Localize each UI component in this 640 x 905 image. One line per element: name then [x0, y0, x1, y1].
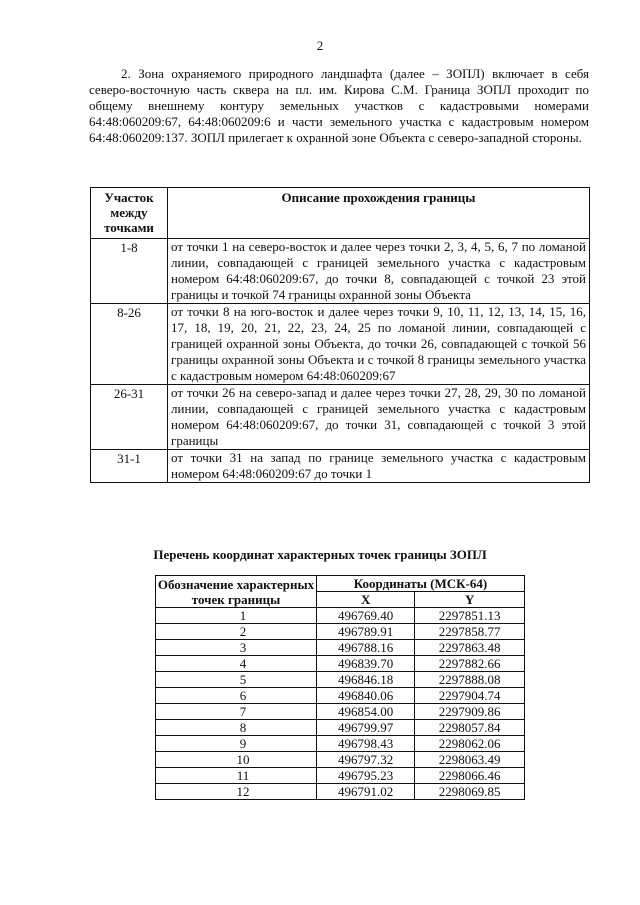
boundary-table-header-row: [91, 188, 590, 239]
description-cell: от точки 1 на северо-восток и далее через точки 2, 3, 4, 5, 6, 7 по ломаной линии, совпадающей с границей земельного участка с кадастровым номером 64:48:060209:67, до точки 8, совпадающей с точкой 23 этой границы и точкой 74 границы охранной зоны Объекта: [168, 239, 590, 304]
boundary-table: [90, 187, 590, 483]
point-cell: 4: [156, 656, 317, 672]
coords-table-row: [156, 624, 525, 640]
y-cell: 2297858.77: [415, 624, 525, 640]
coords-table-row: [156, 688, 525, 704]
description-column-header: Описание прохождения границы: [168, 188, 590, 239]
coords-table-body: [156, 608, 525, 800]
boundary-table-row: [91, 239, 590, 304]
x-cell: 496846.18: [317, 672, 415, 688]
x-cell: 496788.16: [317, 640, 415, 656]
y-cell: 2298062.06: [415, 736, 525, 752]
coords-table-row: [156, 672, 525, 688]
coords-table: [155, 575, 525, 800]
x-cell: 496840.06: [317, 688, 415, 704]
x-cell: 496839.70: [317, 656, 415, 672]
x-cell: 496795.23: [317, 768, 415, 784]
y-cell: 2297909.86: [415, 704, 525, 720]
x-cell: 496769.40: [317, 608, 415, 624]
intro-paragraph: 2. Зона охраняемого природного ландшафта (далее – ЗОПЛ) включает в себя северо-восточную часть сквера на пл. им. Кирова С.М. Граница ЗОПЛ проходит по общему внешнему контуру земельных участков с кадастровыми номерами 64:48:060209:67, 64:48:060209:6 и части земельного участка с кадастровым номером 64:48:060209:137. ЗОПЛ прилегает к охранной зоне Объекта с северо-западной стороны.: [89, 66, 589, 145]
y-cell: 2298066.46: [415, 768, 525, 784]
x-column-header: X: [317, 592, 415, 608]
point-cell: 1: [156, 608, 317, 624]
boundary-table-row: [91, 304, 590, 385]
page-number: 2: [316, 38, 324, 53]
coords-table-row: [156, 768, 525, 784]
point-cell: 6: [156, 688, 317, 704]
y-cell: 2298063.49: [415, 752, 525, 768]
boundary-table-body: [91, 239, 590, 483]
point-cell: 12: [156, 784, 317, 800]
coords-table-row: [156, 752, 525, 768]
y-cell: 2297904.74: [415, 688, 525, 704]
boundary-table-row: [91, 385, 590, 450]
y-cell: 2298069.85: [415, 784, 525, 800]
coords-table-row: [156, 704, 525, 720]
point-cell: 2: [156, 624, 317, 640]
segment-cell: 31-1: [91, 450, 168, 483]
coords-table-row: [156, 640, 525, 656]
x-cell: 496789.91: [317, 624, 415, 640]
description-cell: от точки 31 на запад по границе земельного участка с кадастровым номером 64:48:060209:67 до точки 1: [168, 450, 590, 483]
coords-table-row: [156, 784, 525, 800]
y-cell: 2297882.66: [415, 656, 525, 672]
coords-column-header: Координаты (МСК-64): [317, 576, 525, 592]
segment-cell: 8-26: [91, 304, 168, 385]
description-cell: от точки 8 на юго-восток и далее через точки 9, 10, 11, 12, 13, 14, 15, 16, 17, 18, 19, 20, 21, 22, 23, 24, 25 по ломаной линии, совпадающей с границей охранной зоны Объекта, до точки 26, совпадающей с точкой 56 границы охранной зоны Объекта и с точкой 8 границы земельного участка с кадастровым номером 64:48:060209:67: [168, 304, 590, 385]
y-cell: 2298057.84: [415, 720, 525, 736]
coords-table-row: [156, 736, 525, 752]
boundary-table-row: [91, 450, 590, 483]
description-cell: от точки 26 на северо-запад и далее через точки 27, 28, 29, 30 по ломаной линии, совпадающей с границей земельного участка с кадастровым номером 64:48:060209:67, до точки 31, совпадающей с точкой 3 этой границы: [168, 385, 590, 450]
point-cell: 7: [156, 704, 317, 720]
y-cell: 2297863.48: [415, 640, 525, 656]
x-cell: 496791.02: [317, 784, 415, 800]
x-cell: 496798.43: [317, 736, 415, 752]
point-cell: 5: [156, 672, 317, 688]
point-cell: 8: [156, 720, 317, 736]
coords-table-row: [156, 608, 525, 624]
point-column-header: Обозначение характерных точек границы: [156, 576, 317, 608]
x-cell: 496854.00: [317, 704, 415, 720]
segment-cell: 26-31: [91, 385, 168, 450]
y-cell: 2297851.13: [415, 608, 525, 624]
point-cell: 11: [156, 768, 317, 784]
coords-table-row: [156, 656, 525, 672]
point-cell: 3: [156, 640, 317, 656]
point-cell: 9: [156, 736, 317, 752]
coords-table-title: Перечень координат характерных точек границы ЗОПЛ: [153, 547, 487, 562]
coords-header-row: [156, 576, 525, 592]
x-cell: 496799.97: [317, 720, 415, 736]
segment-cell: 1-8: [91, 239, 168, 304]
coords-table-row: [156, 720, 525, 736]
y-column-header: Y: [415, 592, 525, 608]
y-cell: 2297888.08: [415, 672, 525, 688]
x-cell: 496797.32: [317, 752, 415, 768]
segment-column-header: Участок между точками: [91, 188, 168, 239]
point-cell: 10: [156, 752, 317, 768]
